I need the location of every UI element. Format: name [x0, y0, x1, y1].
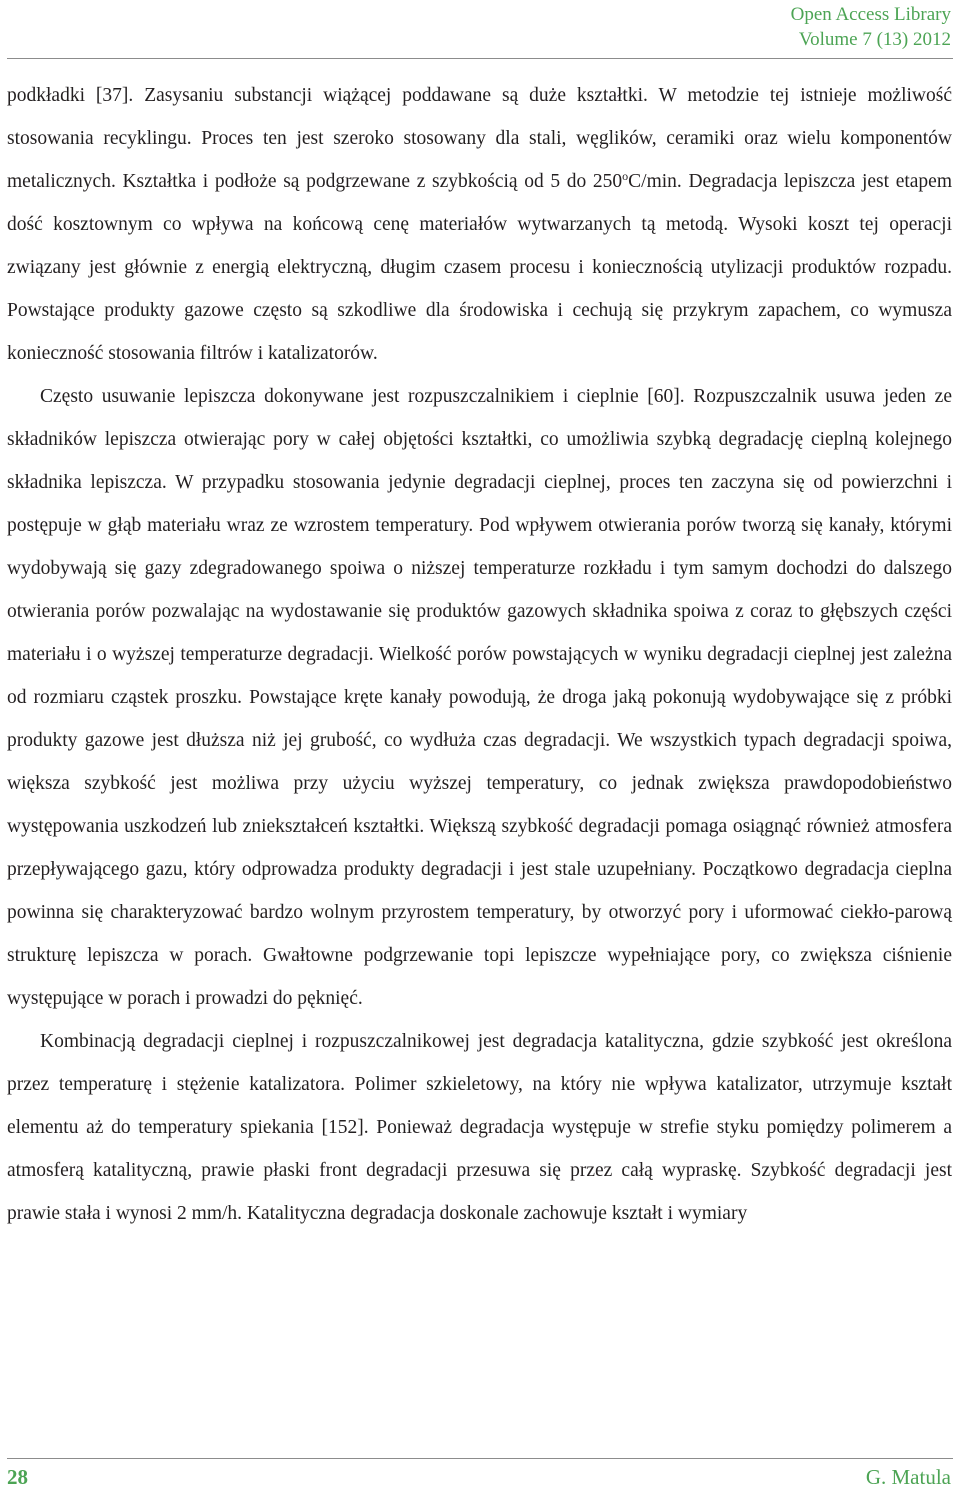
journal-volume: Volume 7 (13) 2012	[798, 29, 951, 50]
paragraph-1-text-a: podkładki [37]. Zasysaniu substancji wiążącej poddawane są duże kształtki. W metodzie tej istnieje możliwość stosowania recyklingu. Proces ten jest szeroko stosowany dla stali, węglików, ceramiki oraz wielu komponentów metalicznych. Kształtka i podłoże są podgrzewane z szybkością od 5 do 250	[7, 85, 952, 192]
header-divider	[7, 58, 953, 59]
page-number: 28	[7, 1465, 28, 1489]
paragraph-2: Często usuwanie lepiszcza dokonywane jest rozpuszczalnikiem i cieplnie [60]. Rozpuszczalnik usuwa jeden ze składników lepiszcza otwierając pory w całej objętości kształtki, co umożliwia szybką degradację cieplną kolejnego składnika lepiszcza. W przypadku stosowania jedynie degradacji cieplnej, proces ten zaczyna się od powierzchni i postępuje w głąb materiału wraz ze wzrostem temperatury. Pod wpływem otwierania porów tworzą się kanały, którymi wydobywają się gazy zdegradowanego spoiwa o niższej temperaturze rozkładu i tym samym dochodzi do dalszego otwierania porów pozwalając na wydostawanie się produktów gazowych składnika spoiwa z coraz to głębszych części materiału i o wyższej temperaturze degradacji. Wielkość porów powstających w wyniku degradacji cieplnej jest zależna od rozmiaru cząstek proszku. Powstające kręte kanały powodują, że droga jaką pokonują wydobywające się z próbki produkty gazowe jest dłuższa niż jej grubość, co wydłuża czas degradacji. We wszystkich typach degradacji spoiwa, większa szybkość jest możliwa przy użyciu wyższej temperatury, co jednak zwiększa prawdopodobieństwo występowania uszkodzeń lub zniekształceń kształtki. Większą szybkość degradacji pomaga osiągnąć również atmosfera przepływającego gazu, który odprowadza produkty degradacji i jest stale uzupełniany. Początkowo degradacja cieplna powinna się charakteryzować bardzo wolnym przyrostem temperatury, by otworzyć pory i uformować ciekło-parową strukturę lepiszcza w porach. Gwałtowne podgrzewanie topi lepiszcze wypełniające pory, co zwiększa ciśnienie występujące w porach i prowadzi do pęknięć.	[7, 386, 952, 1009]
footer-divider	[7, 1458, 953, 1459]
running-header	[791, 2, 951, 52]
body-text	[7, 74, 952, 1235]
author-name: G. Matula	[865, 1465, 951, 1489]
paragraph-1-text-b: C/min. Degradacja lepiszcza jest etapem dość kosztownym co wpływa na końcową cenę materiałów wytwarzanych tą metodą. Wysoki koszt tej operacji związany jest głównie z energią elektryczną, długim czasem procesu i koniecznością utylizacji produktów rozpadu. Powstające produkty gazowe często są szkodliwe dla środowiska i cechują się przykrym zapachem, co wymusza konieczność stosowania filtrów i katalizatorów.	[7, 171, 953, 364]
journal-title: Open Access Library	[790, 4, 951, 25]
degree-superscript: o	[622, 169, 629, 183]
paragraph-1	[7, 74, 952, 375]
paragraph-3: Kombinacją degradacji cieplnej i rozpuszczalnikowej jest degradacja katalityczna, gdzie szybkość jest określona przez temperaturę i stężenie katalizatora. Polimer szkieletowy, na który nie wpływa katalizator, utrzymuje kształt elementu aż do temperatury spiekania [152]. Ponieważ degradacja występuje w strefie styku pomiędzy polimerem a atmosferą katalityczną, prawie płaski front degradacji przesuwa się przez całą wypraskę. Szybkość degradacji jest prawie stała i wynosi 2 mm/h. Katalityczna degradacja doskonale zachowuje kształt i wymiary	[7, 1031, 952, 1224]
